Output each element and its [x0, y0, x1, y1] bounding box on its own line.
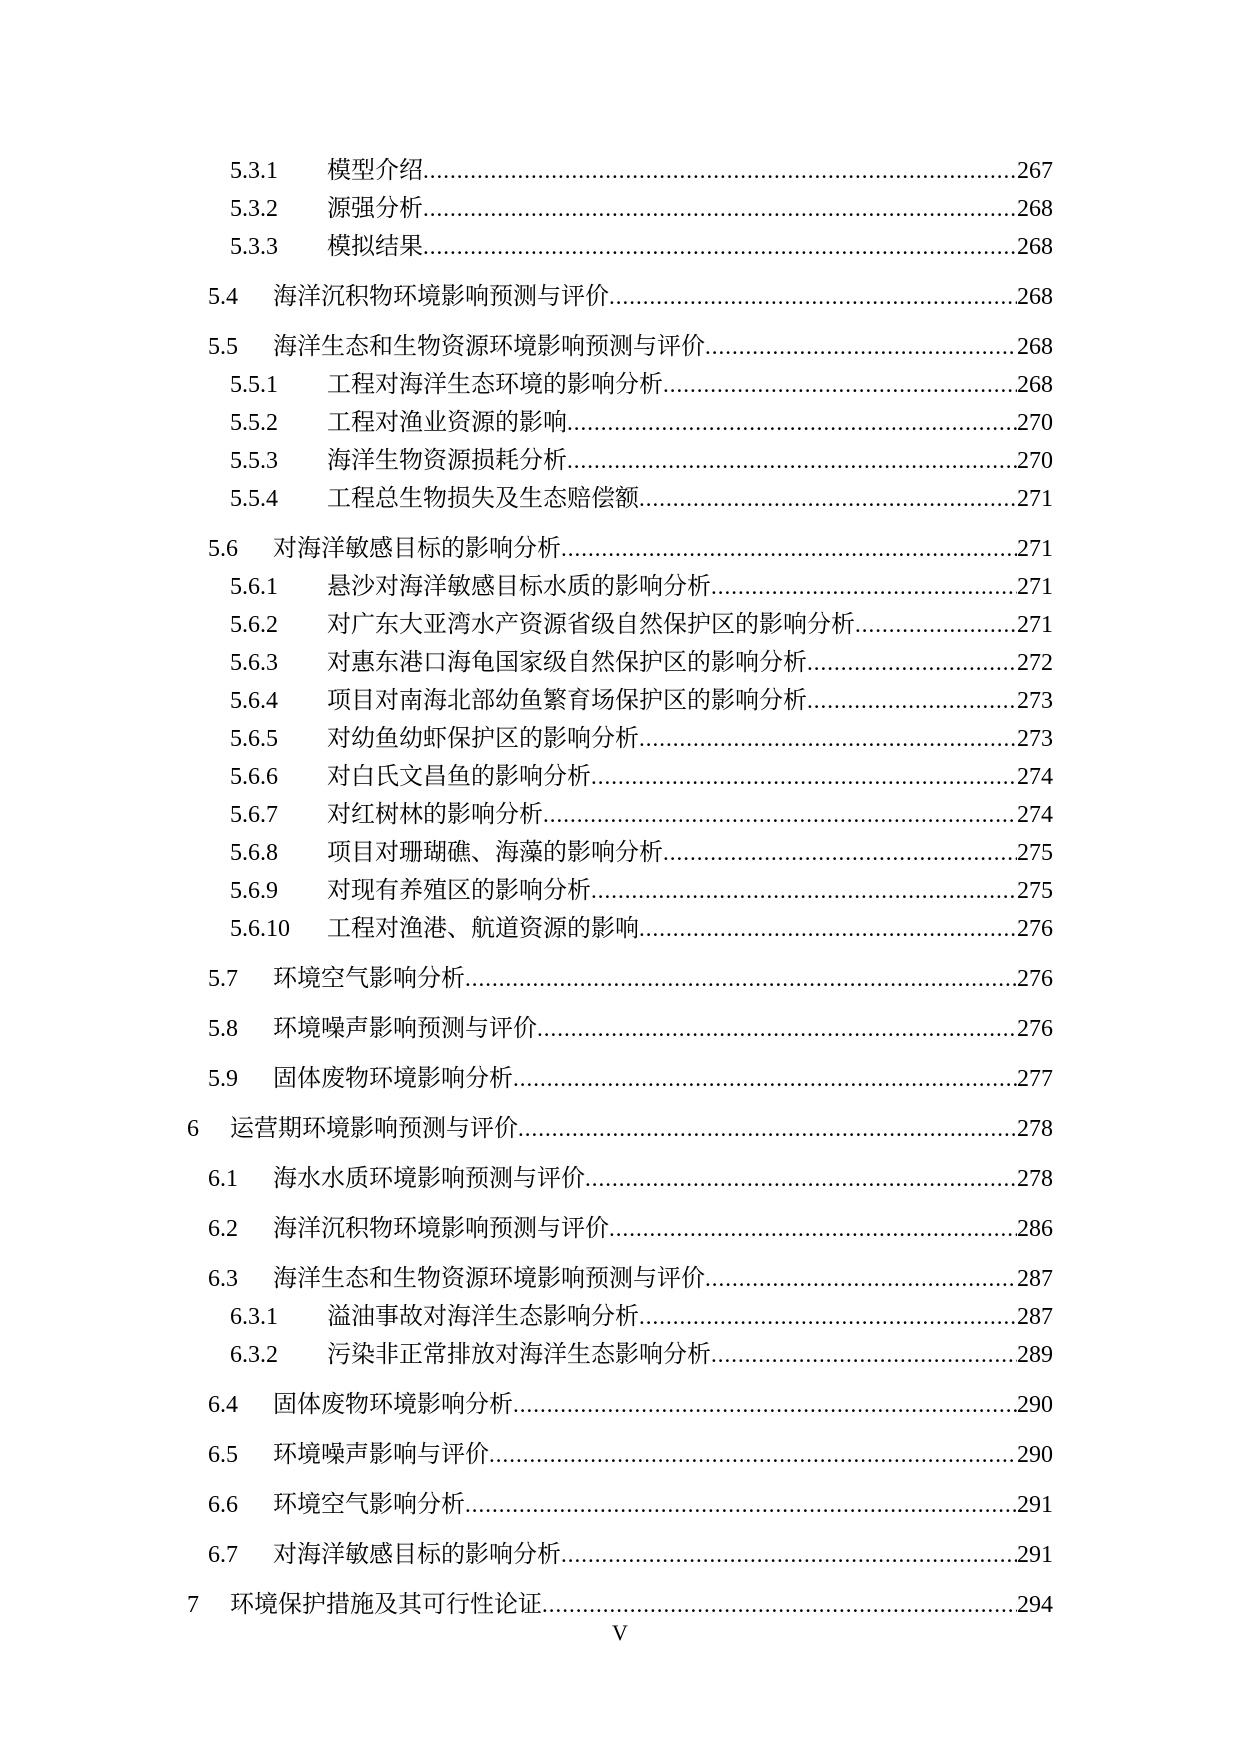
- toc-dot-leader: [567, 442, 1017, 480]
- toc-entry-page: 278: [1017, 1166, 1053, 1192]
- toc-entry-page: 274: [1017, 802, 1053, 828]
- toc-dot-leader: [585, 1160, 1017, 1198]
- toc-entry: [187, 960, 1053, 998]
- toc-entry-number: 6.2: [208, 1216, 238, 1242]
- toc-entry: [187, 606, 1053, 644]
- toc-dot-leader: [513, 1060, 1017, 1098]
- toc-entry-number: 6.7: [208, 1542, 238, 1568]
- toc-dot-leader: [663, 834, 1017, 872]
- toc-dot-leader: [663, 366, 1017, 404]
- toc-entry-title: 海洋生物资源损耗分析: [327, 448, 567, 474]
- toc-entry-page: 276: [1017, 966, 1053, 992]
- toc-entry-page: 268: [1017, 234, 1053, 260]
- toc-entry-title: 对海洋敏感目标的影响分析: [273, 536, 561, 562]
- toc-dot-leader: [807, 644, 1017, 682]
- toc-dot-leader: [609, 278, 1017, 316]
- toc-entry-number: 6.6: [208, 1492, 238, 1518]
- toc-entry: [187, 1010, 1053, 1048]
- toc-entry-title: 工程总生物损失及生态赔偿额: [327, 486, 639, 512]
- toc-dot-leader: [591, 872, 1017, 910]
- toc-entry-number: 5.6.3: [230, 650, 278, 676]
- toc-dot-leader: [537, 1010, 1017, 1048]
- toc-entry: [187, 872, 1053, 910]
- toc-dot-leader: [489, 1436, 1017, 1474]
- toc-entry-page: 271: [1017, 612, 1053, 638]
- toc-entry: [187, 152, 1053, 190]
- toc-entry-title: 工程对渔业资源的影响: [327, 410, 567, 436]
- toc-entry-title: 环境噪声影响与评价: [273, 1442, 489, 1468]
- toc-dot-leader: [705, 328, 1017, 366]
- toc-dot-leader: [639, 1298, 1017, 1336]
- toc-entry-title: 对惠东港口海龟国家级自然保护区的影响分析: [327, 650, 807, 676]
- toc-dot-leader: [609, 1210, 1017, 1248]
- toc-entry-number: 5.6.9: [230, 878, 278, 904]
- toc-dot-leader: [639, 910, 1017, 948]
- toc-entry-page: 289: [1017, 1342, 1053, 1368]
- toc-dot-leader: [518, 1110, 1017, 1148]
- toc-entry-title: 对红树林的影响分析: [327, 802, 543, 828]
- toc-entry-title: 海水水质环境影响预测与评价: [273, 1166, 585, 1192]
- table-of-contents: [187, 152, 1053, 1624]
- toc-entry-page: 268: [1017, 284, 1053, 310]
- toc-entry: [187, 366, 1053, 404]
- toc-entry: [187, 1060, 1053, 1098]
- toc-dot-leader: [639, 720, 1017, 758]
- toc-entry-page: 271: [1017, 536, 1053, 562]
- toc-dot-leader: [705, 1260, 1017, 1298]
- toc-entry-title: 项目对珊瑚礁、海藻的影响分析: [327, 840, 663, 866]
- toc-entry-page: 275: [1017, 840, 1053, 866]
- toc-entry-title: 环境空气影响分析: [273, 1492, 465, 1518]
- toc-dot-leader: [855, 606, 1017, 644]
- toc-dot-leader: [561, 1536, 1017, 1574]
- toc-entry-number: 6: [187, 1116, 199, 1142]
- toc-entry-page: 290: [1017, 1442, 1053, 1468]
- toc-entry-title: 环境噪声影响预测与评价: [273, 1016, 537, 1042]
- toc-entry: [187, 1536, 1053, 1574]
- toc-entry-title: 工程对海洋生态环境的影响分析: [327, 372, 663, 398]
- toc-entry-number: 5.6.8: [230, 840, 278, 866]
- toc-entry: [187, 404, 1053, 442]
- toc-entry: [187, 568, 1053, 606]
- toc-entry: [187, 1260, 1053, 1298]
- toc-entry-title: 海洋沉积物环境影响预测与评价: [273, 284, 609, 310]
- toc-entry-page: 294: [1017, 1592, 1053, 1618]
- toc-entry-title: 悬沙对海洋敏感目标水质的影响分析: [327, 574, 711, 600]
- toc-entry-page: 286: [1017, 1216, 1053, 1242]
- toc-dot-leader: [465, 960, 1017, 998]
- toc-entry-title: 环境保护措施及其可行性论证: [230, 1592, 542, 1618]
- toc-entry-page: 273: [1017, 726, 1053, 752]
- toc-entry-title: 环境空气影响分析: [273, 966, 465, 992]
- toc-entry-number: 5.5: [208, 334, 238, 360]
- toc-entry-title: 海洋生态和生物资源环境影响预测与评价: [273, 334, 705, 360]
- toc-entry-title: 对幼鱼幼虾保护区的影响分析: [327, 726, 639, 752]
- toc-entry-title: 模拟结果: [327, 234, 423, 260]
- toc-entry-title: 海洋沉积物环境影响预测与评价: [273, 1216, 609, 1242]
- toc-dot-leader: [807, 682, 1017, 720]
- toc-entry-number: 5.5.2: [230, 410, 278, 436]
- toc-entry-page: 271: [1017, 574, 1053, 600]
- toc-dot-leader: [567, 404, 1017, 442]
- toc-entry-page: 268: [1017, 372, 1053, 398]
- toc-dot-leader: [423, 228, 1017, 266]
- toc-entry-page: 291: [1017, 1542, 1053, 1568]
- toc-dot-leader: [465, 1486, 1017, 1524]
- toc-entry-number: 6.3.2: [230, 1342, 278, 1368]
- toc-entry-page: 277: [1017, 1066, 1053, 1092]
- toc-entry: [187, 1386, 1053, 1424]
- toc-dot-leader: [513, 1386, 1017, 1424]
- toc-entry: [187, 644, 1053, 682]
- toc-entry-number: 6.3.1: [230, 1304, 278, 1330]
- toc-entry-title: 对广东大亚湾水产资源省级自然保护区的影响分析: [327, 612, 855, 638]
- toc-entry-number: 6.3: [208, 1266, 238, 1292]
- toc-entry-title: 对现有养殖区的影响分析: [327, 878, 591, 904]
- toc-entry-title: 污染非正常排放对海洋生态影响分析: [327, 1342, 711, 1368]
- toc-entry: [187, 530, 1053, 568]
- toc-entry-page: 291: [1017, 1492, 1053, 1518]
- toc-entry: [187, 1486, 1053, 1524]
- toc-entry: [187, 796, 1053, 834]
- toc-entry-title: 海洋生态和生物资源环境影响预测与评价: [273, 1266, 705, 1292]
- toc-dot-leader: [542, 1586, 1017, 1624]
- toc-entry: [187, 1436, 1053, 1474]
- toc-entry-page: 273: [1017, 688, 1053, 714]
- toc-entry-page: 278: [1017, 1116, 1053, 1142]
- page-footer: [187, 1620, 1053, 1646]
- toc-entry-title: 对白氏文昌鱼的影响分析: [327, 764, 591, 790]
- toc-entry-number: 5.3.1: [230, 158, 278, 184]
- toc-entry-number: 7: [187, 1592, 199, 1618]
- toc-entry: [187, 834, 1053, 872]
- toc-entry-number: 5.4: [208, 284, 238, 310]
- toc-entry-number: 5.6.4: [230, 688, 278, 714]
- toc-entry-number: 6.4: [208, 1392, 238, 1418]
- toc-entry-number: 5.5.1: [230, 372, 278, 398]
- toc-entry-page: 276: [1017, 916, 1053, 942]
- toc-entry-number: 5.5.4: [230, 486, 278, 512]
- toc-entry: [187, 1336, 1053, 1374]
- toc-entry-title: 对海洋敏感目标的影响分析: [273, 1542, 561, 1568]
- toc-entry: [187, 278, 1053, 316]
- toc-entry-number: 5.3.3: [230, 234, 278, 260]
- page-number: V: [612, 1620, 628, 1645]
- toc-entry-title: 模型介绍: [327, 158, 423, 184]
- toc-entry-page: 272: [1017, 650, 1053, 676]
- toc-entry-page: 270: [1017, 410, 1053, 436]
- toc-entry-page: 267: [1017, 158, 1053, 184]
- toc-dot-leader: [423, 190, 1017, 228]
- toc-dot-leader: [711, 1336, 1017, 1374]
- toc-entry: [187, 682, 1053, 720]
- toc-entry-page: 271: [1017, 486, 1053, 512]
- toc-entry: [187, 328, 1053, 366]
- toc-entry: [187, 228, 1053, 266]
- toc-entry-number: 5.6.7: [230, 802, 278, 828]
- toc-entry-page: 274: [1017, 764, 1053, 790]
- toc-entry: [187, 1210, 1053, 1248]
- toc-dot-leader: [423, 152, 1017, 190]
- toc-entry-number: 6.5: [208, 1442, 238, 1468]
- toc-entry-number: 5.8: [208, 1016, 238, 1042]
- toc-entry: [187, 910, 1053, 948]
- toc-dot-leader: [543, 796, 1017, 834]
- toc-entry: [187, 190, 1053, 228]
- toc-entry-number: 6.1: [208, 1166, 238, 1192]
- toc-entry-page: 290: [1017, 1392, 1053, 1418]
- toc-entry-number: 5.6.5: [230, 726, 278, 752]
- toc-entry: [187, 758, 1053, 796]
- toc-entry-title: 项目对南海北部幼鱼繁育场保护区的影响分析: [327, 688, 807, 714]
- toc-entry-title: 固体废物环境影响分析: [273, 1066, 513, 1092]
- toc-entry-title: 溢油事故对海洋生态影响分析: [327, 1304, 639, 1330]
- toc-entry-page: 276: [1017, 1016, 1053, 1042]
- toc-entry-title: 运营期环境影响预测与评价: [230, 1116, 518, 1142]
- toc-entry: [187, 480, 1053, 518]
- toc-entry-page: 270: [1017, 448, 1053, 474]
- toc-entry: [187, 442, 1053, 480]
- toc-entry-number: 5.6.1: [230, 574, 278, 600]
- toc-entry-page: 275: [1017, 878, 1053, 904]
- toc-entry: [187, 1110, 1053, 1148]
- toc-entry: [187, 1586, 1053, 1624]
- toc-entry: [187, 1160, 1053, 1198]
- toc-entry-number: 5.6.2: [230, 612, 278, 638]
- toc-entry-number: 5.6.6: [230, 764, 278, 790]
- toc-entry-number: 5.9: [208, 1066, 238, 1092]
- toc-entry-title: 固体废物环境影响分析: [273, 1392, 513, 1418]
- toc-entry-number: 5.7: [208, 966, 238, 992]
- toc-dot-leader: [561, 530, 1017, 568]
- toc-entry-title: 工程对渔港、航道资源的影响: [327, 916, 639, 942]
- toc-dot-leader: [711, 568, 1017, 606]
- toc-entry-page: 287: [1017, 1304, 1053, 1330]
- toc-entry-page: 268: [1017, 196, 1053, 222]
- toc-entry-title: 源强分析: [327, 196, 423, 222]
- toc-dot-leader: [639, 480, 1017, 518]
- toc-dot-leader: [591, 758, 1017, 796]
- toc-entry-number: 5.6: [208, 536, 238, 562]
- toc-entry-page: 268: [1017, 334, 1053, 360]
- toc-entry-number: 5.5.3: [230, 448, 278, 474]
- toc-entry-number: 5.3.2: [230, 196, 278, 222]
- toc-entry: [187, 720, 1053, 758]
- toc-entry-page: 287: [1017, 1266, 1053, 1292]
- toc-entry: [187, 1298, 1053, 1336]
- toc-entry-number: 5.6.10: [230, 916, 290, 942]
